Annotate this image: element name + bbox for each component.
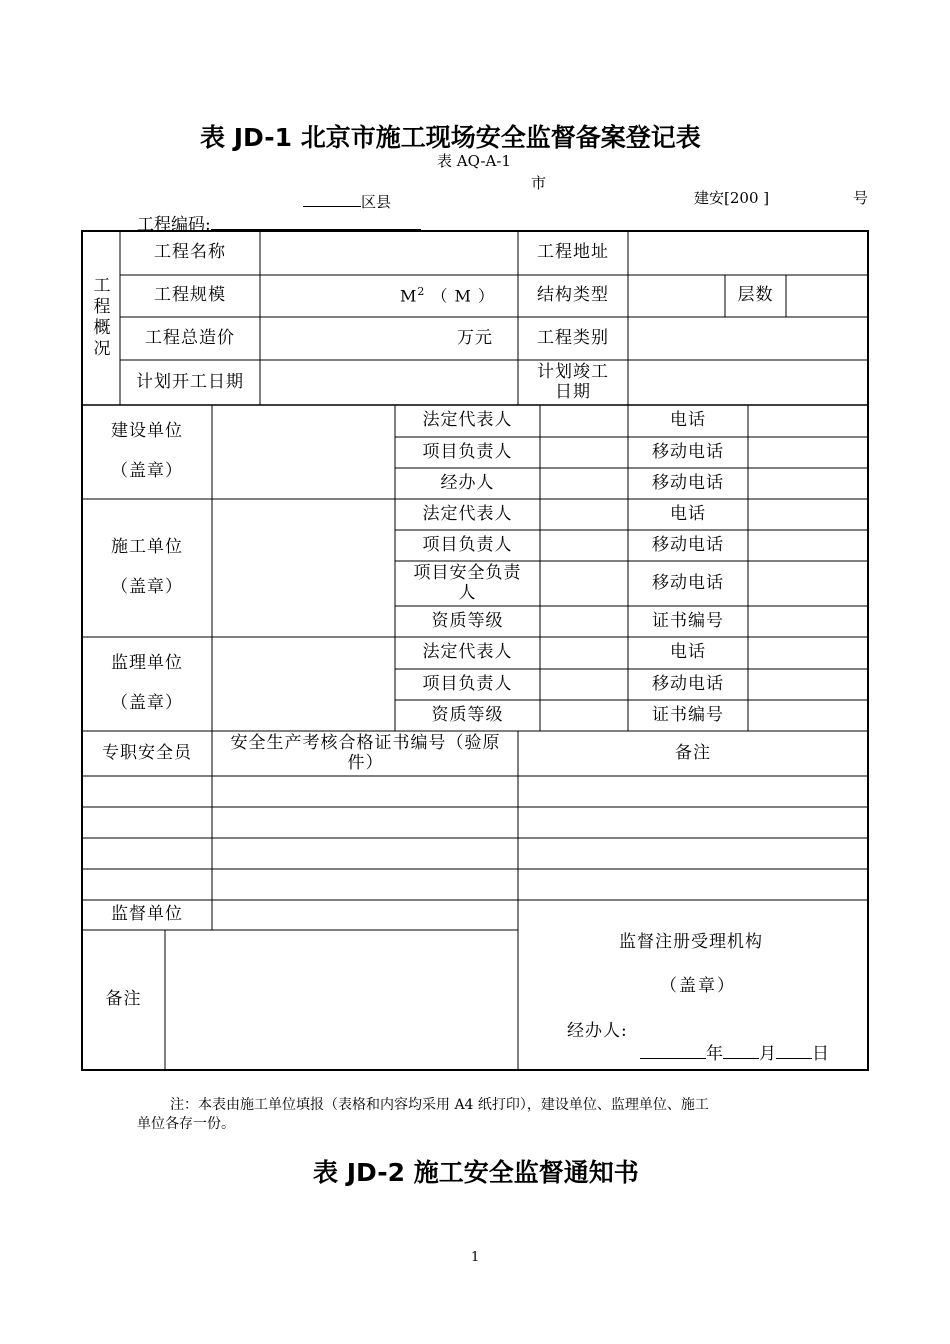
contractor-manager-value[interactable] [541,531,627,560]
page-title: 表 JD-1 北京市施工现场安全监督备案登记表 [200,123,701,152]
owner-manager-label: 项目负责人 [422,441,513,462]
supervisor-qualification-value[interactable] [541,701,627,730]
safety-officer-row-2-name[interactable] [83,808,211,837]
year-label: 年 [706,1044,723,1064]
registration-date-field[interactable] [640,1039,829,1064]
planned-start-value[interactable] [261,361,517,404]
floors-label: 层数 [737,285,774,306]
registration-agency-stamp: （盖章） [660,976,736,996]
permit-number: 建安[200 ] [694,189,770,207]
structure-type-value[interactable] [629,276,724,316]
project-scale-value[interactable] [261,276,517,316]
page-number: 1 [471,1250,480,1265]
supervisor-phone-value[interactable] [749,638,867,668]
supervisor-unit-value[interactable] [213,638,394,730]
safety-officer-row-4-name[interactable] [83,870,211,899]
planned-finish-label: 计划竣工日期 [537,361,609,402]
owner-phone-label: 电话 [670,410,706,431]
month-label: 月 [759,1044,776,1064]
owner-legal-rep-value[interactable] [541,406,627,436]
contractor-manager-label: 项目负责人 [422,534,513,555]
project-name-label: 工程名称 [154,242,226,263]
contractor-safety-mobile-label: 移动电话 [652,572,724,593]
contractor-cert-label: 证书编号 [652,610,724,631]
safety-remark-label: 备注 [675,742,711,763]
supervisor-legal-rep-value[interactable] [541,638,627,668]
owner-phone-value[interactable] [749,406,867,436]
project-name-value[interactable] [261,232,517,274]
safety-officer-row-3-name[interactable] [83,839,211,868]
supervisor-manager-value[interactable] [541,670,627,699]
cost-unit: 万元 [457,327,493,348]
supervision-unit-value[interactable] [213,901,517,929]
supervisor-stamp: （盖章） [111,693,183,713]
contractor-cert-value[interactable] [749,607,867,636]
supervision-remark-label: 备注 [105,989,142,1010]
floors-value[interactable] [787,276,867,316]
contractor-qualification-label: 资质等级 [431,610,504,631]
owner-unit-value[interactable] [213,406,394,498]
registration-handler-label: 经办人: [567,1021,628,1041]
safety-officer-row-3-cert[interactable] [213,839,517,868]
footnote-line-2: 单位各存一份。 [137,1116,235,1132]
project-code-label: 工程编码: [137,215,211,235]
contractor-qualification-value[interactable] [541,607,627,636]
contractor-legal-rep-value[interactable] [541,500,627,529]
contractor-safety-mobile-value[interactable] [749,562,867,605]
safety-officer-row-2-cert[interactable] [213,808,517,837]
total-cost-label: 工程总造价 [145,327,235,348]
supervisor-mobile-value[interactable] [749,670,867,699]
project-scale-label: 工程规模 [154,285,226,306]
supervisor-manager-label: 项目负责人 [422,673,513,694]
planned-finish-value[interactable] [629,361,867,404]
project-address-value[interactable] [629,232,867,274]
safety-officer-row-1-cert[interactable] [213,777,517,806]
supervisor-qualification-label: 资质等级 [431,704,504,725]
safety-officer-row-1-name[interactable] [83,777,211,806]
owner-legal-rep-label: 法定代表人 [422,410,513,431]
day-label: 日 [812,1044,829,1064]
supervisor-unit-label: 监理单位 （盖章） [111,653,183,713]
owner-handler-mobile-value[interactable] [749,469,867,498]
supervision-unit-label: 监督单位 [111,904,183,925]
contractor-safety-manager-value[interactable] [541,562,627,605]
section-label-overview: 工程概况 [93,276,111,359]
contractor-stamp: （盖章） [111,577,183,597]
project-address-label: 工程地址 [537,242,609,263]
supervisor-cert-label: 证书编号 [652,704,724,725]
owner-handler-label: 经办人 [440,472,495,493]
owner-handler-value[interactable] [541,469,627,498]
owner-mobile-label: 移动电话 [652,441,724,462]
district-suffix: 区县 [361,193,392,211]
safety-officer-row-4-cert[interactable] [213,870,517,899]
scale-unit: $M^2$ （ M ） [399,285,495,306]
footnote-line-1: 注：本表由施工单位填报（表格和内容均采用 A4 纸打印），建设单位、监理单位、施工 [170,1097,709,1113]
supervisor-legal-rep-label: 法定代表人 [422,642,513,663]
contractor-mobile-value[interactable] [749,531,867,560]
project-category-value[interactable] [629,318,867,359]
supervision-remark-value[interactable] [166,931,517,1069]
contractor-phone-label: 电话 [670,503,706,524]
safety-officer-row-1-remark[interactable] [519,777,867,806]
owner-mobile-value[interactable] [749,438,867,467]
owner-unit-label: 建设单位 （盖章） [111,421,183,481]
safety-officer-label: 专职安全员 [102,742,192,763]
contractor-legal-rep-label: 法定代表人 [422,503,513,524]
project-category-label: 工程类别 [537,327,609,348]
contractor-unit-label: 施工单位 （盖章） [111,537,183,597]
safety-cert-label: 安全生产考核合格证书编号（验原件） [230,732,501,773]
contractor-unit-value[interactable] [213,500,394,636]
next-section-title: 表 JD-2 施工安全监督通知书 [313,1158,639,1187]
contractor-safety-manager-label: 项目安全负责人 [413,562,522,603]
safety-officer-row-4-remark[interactable] [519,870,867,899]
structure-type-label: 结构类型 [537,285,609,306]
contractor-mobile-label: 移动电话 [652,534,724,555]
safety-officer-row-3-remark[interactable] [519,839,867,868]
contractor-phone-value[interactable] [749,500,867,529]
supervisor-mobile-label: 移动电话 [652,673,724,694]
total-cost-value[interactable] [261,318,517,359]
supervisor-phone-label: 电话 [670,642,706,663]
permit-suffix: 号 [853,189,869,207]
owner-stamp: （盖章） [111,461,183,481]
city-label: 市 [531,174,547,192]
owner-manager-value[interactable] [541,438,627,467]
owner-handler-mobile-label: 移动电话 [652,472,724,493]
registration-agency-label: 监督注册受理机构 [619,932,763,952]
form-code: 表 AQ-A-1 [437,152,511,170]
planned-start-label: 计划开工日期 [136,371,244,392]
safety-officer-row-2-remark[interactable] [519,808,867,837]
supervisor-cert-value[interactable] [749,701,867,730]
